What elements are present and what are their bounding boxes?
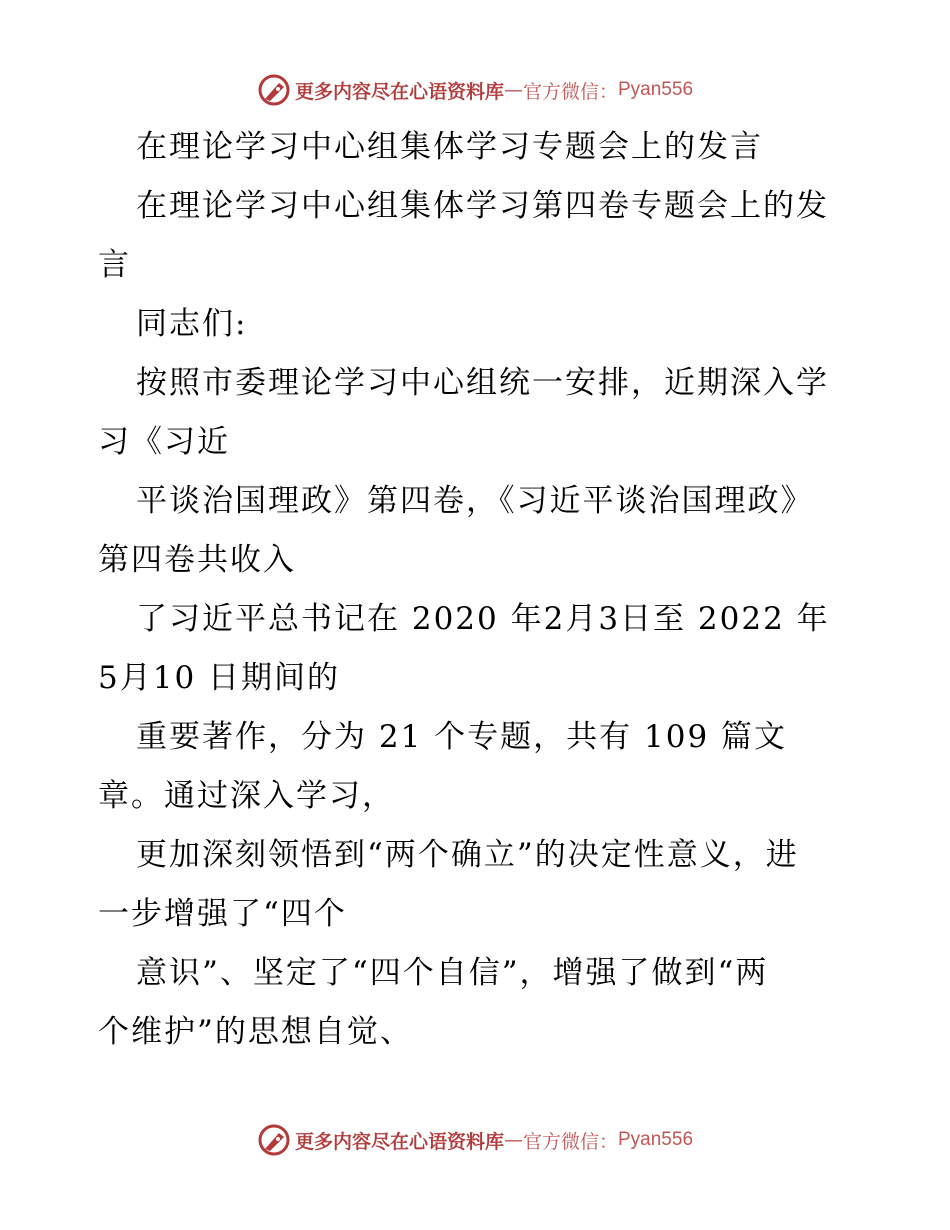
doc-subtitle: 在理论学习中心组集体学习第四卷专题会上的发 bbox=[136, 188, 829, 224]
doc-paragraph-line: 个维护”的思想自觉、 bbox=[98, 1014, 413, 1050]
doc-paragraph-line: 了习近平总书记在 2020 年2月3日至 2022 年 bbox=[136, 601, 830, 637]
banner-wechat-id: Pyan556 bbox=[618, 1129, 694, 1150]
banner-dash: — bbox=[503, 79, 523, 101]
banner-dash: — bbox=[503, 1129, 523, 1151]
doc-paragraph-line: 一步增强了“四个 bbox=[98, 896, 347, 932]
doc-paragraph-line: 平谈治国理政》第四卷，《习近平谈治国理政》 bbox=[136, 483, 814, 519]
pen-nib-logo-icon bbox=[257, 1123, 291, 1157]
banner-main-text: 更多内容尽在心语资料库 bbox=[294, 80, 504, 103]
doc-paragraph-line: 习《习近 bbox=[98, 424, 230, 460]
banner-main-text: 更多内容尽在心语资料库 bbox=[294, 1130, 504, 1153]
doc-paragraph-line: 5月10 日期间的 bbox=[98, 660, 341, 696]
banner-wechat-label: 官方微信： bbox=[522, 1130, 618, 1153]
doc-salutation: 同志们: bbox=[136, 306, 248, 342]
doc-paragraph-line: 更加深刻领悟到“两个确立”的决定性意义，进 bbox=[136, 837, 799, 873]
header-watermark-banner bbox=[0, 70, 950, 110]
footer-watermark-banner bbox=[0, 1120, 950, 1160]
doc-paragraph-line: 意识”、坚定了“四个自信”，增强了做到“两 bbox=[136, 955, 769, 991]
document-body bbox=[98, 118, 858, 1062]
doc-paragraph-line: 章。通过深入学习， bbox=[98, 778, 395, 814]
doc-paragraph-line: 第四卷共收入 bbox=[98, 542, 296, 578]
pen-nib-logo-icon bbox=[257, 73, 291, 107]
doc-subtitle-cont: 言 bbox=[98, 247, 131, 283]
banner-wechat-id: Pyan556 bbox=[618, 79, 694, 100]
doc-title: 在理论学习中心组集体学习专题会上的发言 bbox=[136, 129, 763, 165]
doc-paragraph-line: 重要著作，分为 21 个专题，共有 109 篇文 bbox=[136, 719, 788, 755]
banner-wechat-label: 官方微信： bbox=[522, 80, 618, 103]
doc-paragraph-line: 按照市委理论学习中心组统一安排，近期深入学 bbox=[136, 365, 829, 401]
